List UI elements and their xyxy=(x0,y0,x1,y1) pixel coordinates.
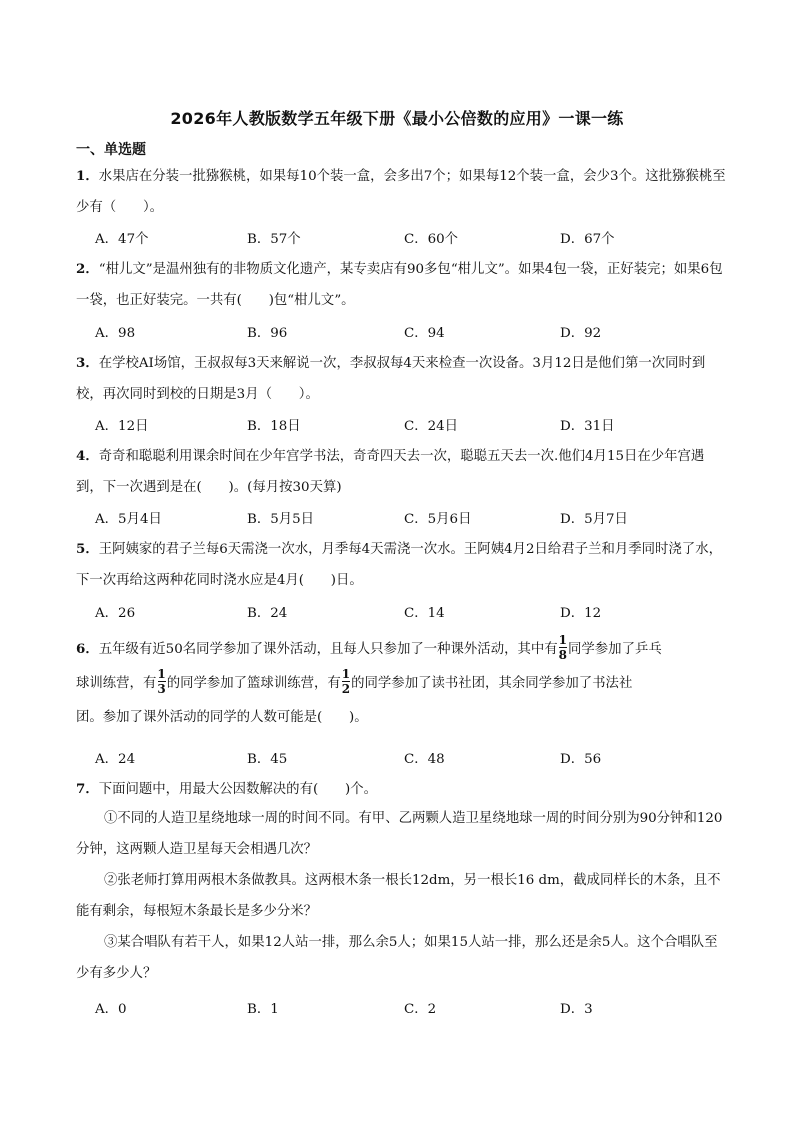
option-d[interactable]: D．67个 xyxy=(560,232,615,247)
question-7-item-2 xyxy=(76,866,726,927)
option-c[interactable]: C．5月6日 xyxy=(404,512,472,527)
sub-item-text: ③某合唱队有若干人，如果12人站一排，那么余5人；如果15人站一排，那么还是余5人。这个合唱队至少有多少人？ xyxy=(76,935,718,981)
question-number: 1． xyxy=(76,168,99,184)
question-text-part: 同学参加了乒乓 xyxy=(568,642,662,657)
option-c[interactable]: C．60个 xyxy=(404,232,459,247)
question-text-part: 团。参加了课外活动的同学的人数可能是( )。 xyxy=(76,710,368,725)
option-a[interactable]: A．5月4日 xyxy=(95,512,162,527)
option-b[interactable]: B．1 xyxy=(247,1002,279,1017)
option-b[interactable]: B．45 xyxy=(247,752,288,767)
section-heading: 一、单选题 xyxy=(76,142,146,158)
option-b[interactable]: B．18日 xyxy=(247,419,301,434)
option-d[interactable]: D．12 xyxy=(560,606,602,621)
question-text: “柑儿文”是温州独有的非物质文化遗产，某专卖店有90多包“柑儿文”。如果4包一袋，正好装完；如果6包一袋，也正好装完。一共有( )包“柑儿文”。 xyxy=(76,262,723,308)
option-c[interactable]: C．2 xyxy=(404,1002,437,1017)
question-number: 3． xyxy=(76,355,99,371)
option-d[interactable]: D．92 xyxy=(560,326,602,341)
question-number: 7． xyxy=(76,781,99,797)
question-6-line-1 xyxy=(76,632,726,667)
question-text: 下面问题中，用最大公因数解决的有( )个。 xyxy=(98,782,377,797)
option-a[interactable]: A．12日 xyxy=(95,419,149,434)
question-number: 2． xyxy=(76,261,99,277)
question-7 xyxy=(76,774,726,806)
fraction-denominator: 8 xyxy=(558,648,568,662)
option-d[interactable]: D．3 xyxy=(560,1002,593,1017)
question-1 xyxy=(76,161,726,223)
fraction-denominator: 2 xyxy=(341,682,351,696)
question-text-part: 的同学参加了读书社团，其余同学参加了书法社 xyxy=(351,676,633,691)
question-5 xyxy=(76,534,726,596)
option-b[interactable]: B．57个 xyxy=(247,232,301,247)
fraction-numerator: 1 xyxy=(157,667,166,681)
fraction-numerator: 1 xyxy=(341,667,351,681)
option-c[interactable]: C．24日 xyxy=(404,419,459,434)
page-title: 2026年人教版数学五年级下册《最小公倍数的应用》一课一练 xyxy=(170,109,624,128)
question-text: 奇奇和聪聪利用课余时间在少年宫学书法，奇奇四天去一次，聪聪五天去一次.他们4月15日在少年宫遇到，下一次遇到是在( )。(每月按30天算) xyxy=(76,449,705,495)
option-d[interactable]: D．5月7日 xyxy=(560,512,628,527)
option-b[interactable]: B．5月5日 xyxy=(247,512,315,527)
option-b[interactable]: B．96 xyxy=(247,326,288,341)
question-number: 4． xyxy=(76,448,99,464)
question-7-item-1 xyxy=(76,804,726,865)
option-c[interactable]: C．14 xyxy=(404,606,445,621)
fraction-one-half xyxy=(342,668,350,695)
option-a[interactable]: A．26 xyxy=(95,606,136,621)
option-a[interactable]: A．98 xyxy=(95,326,136,341)
question-6-line-2 xyxy=(76,667,726,701)
question-text: 王阿姨家的君子兰每6天需浇一次水，月季每4天需浇一次水。王阿姨4月2日给君子兰和月季同时浇了水，下一次再给这两种花同时浇水应是4月( )日。 xyxy=(76,542,722,588)
question-text: 在学校AI场馆，王叔叔每3天来解说一次，李叔叔每4天来检查一次设备。3月12日是他们第一次同时到校，再次同时到校的日期是3月（ ）。 xyxy=(76,356,706,402)
fraction-one-third xyxy=(157,668,165,695)
option-c[interactable]: C．94 xyxy=(404,326,445,341)
question-number: 6． xyxy=(76,641,99,657)
sub-item-text: ①不同的人造卫星绕地球一周的时间不同。有甲、乙两颗人造卫星绕地球一周的时间分别为90分钟和120分钟，这两颗人造卫星每天会相遇几次？ xyxy=(76,811,723,857)
sub-item-text: ②张老师打算用两根木条做教具。这两根木条一根长12dm，另一根长16 dm，截成同样长的木条，且不能有剩余，每根短木条最长是多少分米？ xyxy=(76,873,721,919)
question-text: 水果店在分装一批猕猴桃，如果每10个装一盒，会多出7个；如果每12个装一盒，会少3个。这批猕猴桃至少有（ ）。 xyxy=(76,169,726,215)
option-c[interactable]: C．48 xyxy=(404,752,445,767)
question-text-part: 五年级有近50名同学参加了课外活动，且每人只参加了一种课外活动，其中有 xyxy=(98,642,558,657)
fraction-numerator: 1 xyxy=(558,633,568,647)
question-text-part: 的同学参加了篮球训练营，有 xyxy=(166,676,341,691)
question-number: 5． xyxy=(76,541,99,557)
question-6 xyxy=(76,632,726,735)
option-d[interactable]: D．31日 xyxy=(560,419,615,434)
fraction-denominator: 3 xyxy=(157,682,166,696)
question-text-part: 球训练营，有 xyxy=(76,676,157,691)
option-a[interactable]: A．24 xyxy=(95,752,136,767)
question-4 xyxy=(76,441,726,503)
option-a[interactable]: A．47个 xyxy=(95,232,149,247)
option-b[interactable]: B．24 xyxy=(247,606,288,621)
fraction-one-eighth xyxy=(559,634,567,661)
question-6-line-3 xyxy=(76,701,726,735)
option-a[interactable]: A．0 xyxy=(95,1002,127,1017)
question-2 xyxy=(76,254,726,316)
question-7-item-3 xyxy=(76,928,726,989)
option-d[interactable]: D．56 xyxy=(560,752,602,767)
question-3 xyxy=(76,348,726,410)
